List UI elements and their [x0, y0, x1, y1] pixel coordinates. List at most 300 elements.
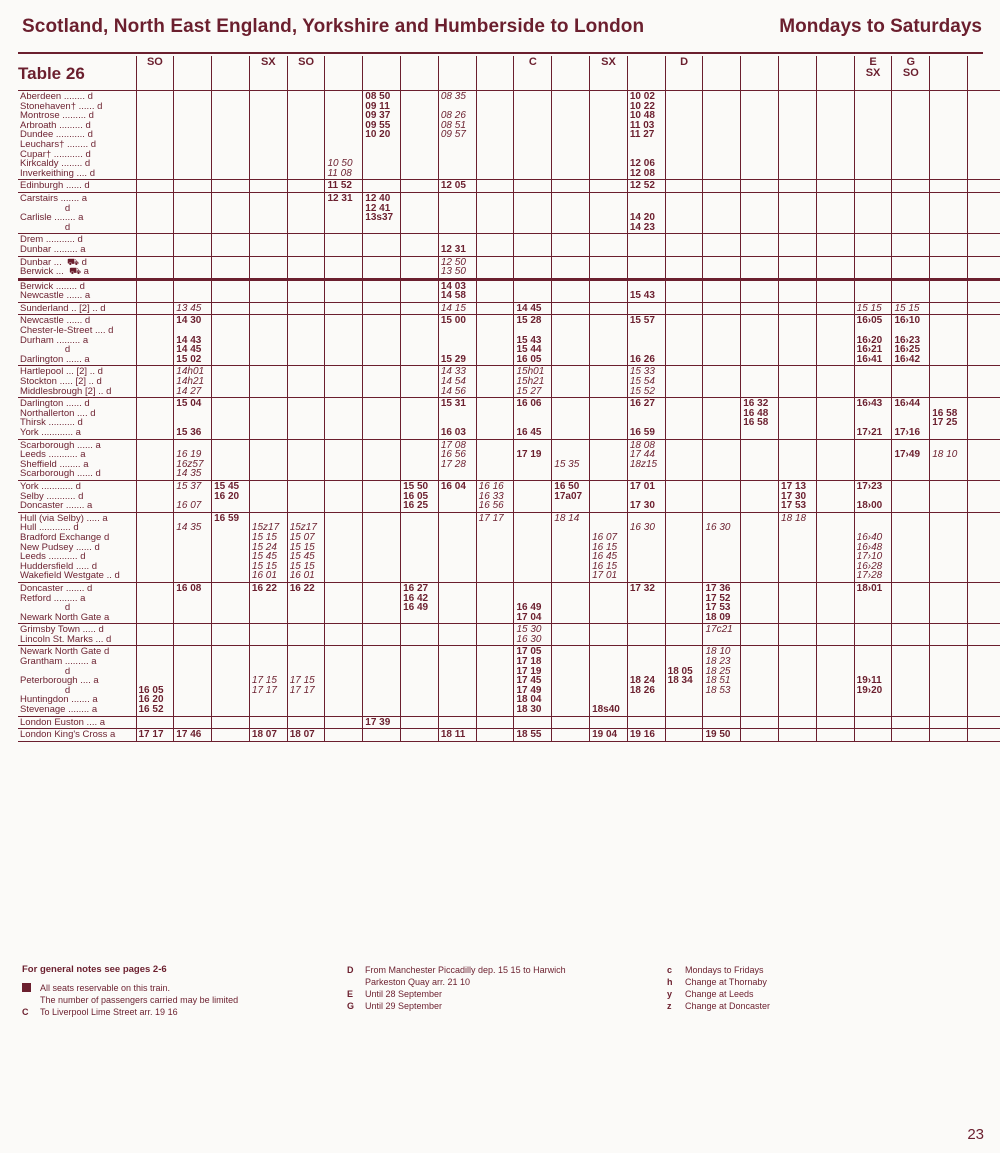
time-cell [968, 646, 1000, 716]
time-cell: 17 17 [476, 512, 514, 582]
time-cell [325, 646, 363, 716]
time-cell [514, 279, 552, 302]
time-cell: 17 17 [136, 729, 174, 742]
time-cell [854, 624, 892, 646]
time-cell: 18 07 [249, 729, 287, 742]
time-cell [552, 729, 590, 742]
time-cell [212, 716, 250, 729]
time-cell [325, 480, 363, 512]
station-list: Scarborough ...... a Leeds ........... a Sheffield ........ a Scarborough ...... d [18, 439, 136, 480]
station-list: Berwick ........ d Newcastle ...... a [18, 279, 136, 302]
time-cell: 15z17 15 15 15 24 15 45 15 15 16 01 [249, 512, 287, 582]
time-cell [476, 180, 514, 193]
note-D-cont: Parkeston Quay arr. 21 10 [365, 977, 471, 987]
note-seat-reservable: All seats reservable on this train. [22, 982, 322, 994]
station-list: Newcastle ...... d Chester-le-Street .... d Durham ......... a d Darlington ...... a [18, 315, 136, 366]
time-cell [892, 646, 930, 716]
time-cell: 18›01 [854, 582, 892, 623]
time-cell [930, 729, 968, 742]
time-cell: 17 15 17 17 [249, 646, 287, 716]
time-cell [552, 624, 590, 646]
time-cell [590, 192, 628, 233]
column-header [212, 56, 250, 91]
time-cell [136, 624, 174, 646]
time-cell [968, 729, 1000, 742]
station-list: London King's Cross a [18, 729, 136, 742]
time-cell [174, 234, 212, 256]
time-cell [968, 439, 1000, 480]
time-cell [514, 234, 552, 256]
time-cell [287, 180, 325, 193]
time-cell [816, 279, 854, 302]
time-cell [779, 439, 817, 480]
time-cell: 15 00 15 29 [438, 315, 476, 366]
time-cell [249, 315, 287, 366]
time-cell [665, 234, 703, 256]
timetable-block [18, 624, 1000, 646]
time-cell [401, 729, 439, 742]
time-cell: 15 15 [854, 302, 892, 315]
time-cell [779, 366, 817, 398]
column-header: E SX [854, 56, 892, 91]
time-cell [590, 234, 628, 256]
time-cell [514, 480, 552, 512]
time-cell: 14 15 [438, 302, 476, 315]
station-list: Edinburgh ...... d [18, 180, 136, 193]
time-cell: 17 36 17 52 17 53 18 09 [703, 582, 741, 623]
time-cell [779, 398, 817, 439]
time-cell [590, 439, 628, 480]
time-cell [703, 716, 741, 729]
time-cell [476, 729, 514, 742]
time-cell [590, 624, 628, 646]
time-cell [136, 439, 174, 480]
time-cell [136, 256, 174, 279]
time-cell [476, 91, 514, 180]
time-cell [590, 716, 628, 729]
time-cell [363, 256, 401, 279]
time-cell: 16›05 16›20 16›21 16›41 [854, 315, 892, 366]
time-cell [892, 624, 930, 646]
time-cell [854, 439, 892, 480]
time-cell: 14 03 14 58 [438, 279, 476, 302]
time-cell [514, 91, 552, 180]
time-cell [665, 279, 703, 302]
time-cell [968, 624, 1000, 646]
time-cell [741, 624, 779, 646]
timetable-block [18, 582, 1000, 623]
time-cell [741, 582, 779, 623]
time-cell [363, 234, 401, 256]
time-cell [741, 512, 779, 582]
column-header: SO [287, 56, 325, 91]
time-cell [703, 180, 741, 193]
time-cell [930, 480, 968, 512]
time-cell: 16›10 16›23 16›25 16›42 [892, 315, 930, 366]
column-header [930, 56, 968, 91]
timetable-block [18, 366, 1000, 398]
time-cell [590, 480, 628, 512]
note-E: E Until 28 September [347, 989, 443, 999]
time-cell [401, 439, 439, 480]
time-cell [212, 279, 250, 302]
time-cell: 15 31 16 03 [438, 398, 476, 439]
column-header [741, 56, 779, 91]
time-cell [249, 716, 287, 729]
time-cell: 17 15 17 17 [287, 646, 325, 716]
column-header [552, 56, 590, 91]
column-header [401, 56, 439, 91]
page-number: 23 [967, 1126, 984, 1143]
time-cell [401, 512, 439, 582]
time-cell [401, 91, 439, 180]
column-header [816, 56, 854, 91]
column-header: G SO [892, 56, 930, 91]
time-cell [249, 624, 287, 646]
time-cell [854, 234, 892, 256]
time-cell [401, 315, 439, 366]
time-cell [363, 398, 401, 439]
time-cell [968, 279, 1000, 302]
time-cell [816, 366, 854, 398]
time-cell [665, 366, 703, 398]
time-cell: 16 27 16 59 [627, 398, 665, 439]
time-cell [779, 256, 817, 279]
station-list: London Euston .... a [18, 716, 136, 729]
time-cell [363, 512, 401, 582]
time-cell [627, 256, 665, 279]
time-cell: 16 27 16 42 16 49 [401, 582, 439, 623]
column-header [627, 56, 665, 91]
time-cell [514, 512, 552, 582]
time-cell [552, 256, 590, 279]
time-cell [174, 716, 212, 729]
time-cell [363, 180, 401, 193]
time-cell [476, 302, 514, 315]
time-cell: 18 11 [438, 729, 476, 742]
time-cell: 17 08 16 56 17 28 [438, 439, 476, 480]
time-cell: 18 14 [552, 512, 590, 582]
time-cell [212, 439, 250, 480]
time-cell [552, 302, 590, 315]
time-cell [401, 192, 439, 233]
time-cell [816, 398, 854, 439]
timetable [18, 56, 1000, 742]
time-cell: 16 32 16 48 16 58 [741, 398, 779, 439]
time-cell [665, 398, 703, 439]
time-cell [363, 302, 401, 315]
time-cell: 16 07 16 15 16 45 16 15 17 01 [590, 512, 628, 582]
time-cell [174, 624, 212, 646]
time-cell [665, 729, 703, 742]
time-cell: 17 05 17 18 17 19 17 45 17 49 18 04 18 30 [514, 646, 552, 716]
time-cell [212, 234, 250, 256]
time-cell [438, 716, 476, 729]
time-cell [212, 302, 250, 315]
time-cell [287, 716, 325, 729]
time-cell [174, 192, 212, 233]
time-cell [249, 279, 287, 302]
time-cell: 17 01 17 30 [627, 480, 665, 512]
notes-column-1 [22, 964, 322, 1018]
column-header: SX [590, 56, 628, 91]
time-cell [287, 624, 325, 646]
time-cell [590, 91, 628, 180]
time-cell [816, 256, 854, 279]
time-cell [665, 192, 703, 233]
time-cell [703, 302, 741, 315]
time-cell [552, 646, 590, 716]
time-cell: 11 52 [325, 180, 363, 193]
time-cell [287, 192, 325, 233]
time-cell [552, 91, 590, 180]
time-cell [136, 302, 174, 315]
column-header: SX [249, 56, 287, 91]
timetable-block [18, 398, 1000, 439]
time-cell [249, 180, 287, 193]
time-cell [590, 302, 628, 315]
time-cell [287, 315, 325, 366]
time-cell [212, 366, 250, 398]
time-cell [741, 234, 779, 256]
time-cell [741, 315, 779, 366]
time-cell: 18 05 18 34 [665, 646, 703, 716]
time-cell [552, 398, 590, 439]
time-cell [325, 256, 363, 279]
time-cell: 13 45 [174, 302, 212, 315]
time-cell [968, 582, 1000, 623]
time-cell [136, 480, 174, 512]
time-cell [401, 279, 439, 302]
time-cell: 19 16 [627, 729, 665, 742]
page-header [22, 16, 982, 44]
time-cell [741, 279, 779, 302]
time-cell [703, 256, 741, 279]
time-cell: 16 19 16z57 14 35 [174, 439, 212, 480]
timetable-block [18, 180, 1000, 193]
time-cell [816, 234, 854, 256]
time-cell [741, 646, 779, 716]
time-cell [968, 716, 1000, 729]
time-cell [174, 91, 212, 180]
time-cell [212, 256, 250, 279]
station-list: Carstairs ....... a d Carlisle ........ a d [18, 192, 136, 233]
time-cell [363, 582, 401, 623]
time-cell [401, 234, 439, 256]
days-of-operation: Mondays to Saturdays [779, 16, 982, 37]
column-header: D [665, 56, 703, 91]
time-cell: 18 10 [930, 439, 968, 480]
time-cell: 15 45 16 20 [212, 480, 250, 512]
time-cell: 15 43 [627, 279, 665, 302]
time-cell [476, 279, 514, 302]
time-cell [476, 716, 514, 729]
time-cell [401, 398, 439, 439]
time-cell [816, 91, 854, 180]
time-cell [627, 716, 665, 729]
time-cell [779, 302, 817, 315]
time-cell [136, 315, 174, 366]
station-list: Sunderland .. [2] .. d [18, 302, 136, 315]
time-cell [287, 234, 325, 256]
time-cell: 15 57 16 26 [627, 315, 665, 366]
time-cell: 15 35 [552, 439, 590, 480]
timetable-block [18, 234, 1000, 256]
time-cell: 14 30 14 43 14 45 15 02 [174, 315, 212, 366]
time-cell [325, 729, 363, 742]
station-list: Drem ........... d Dunbar ......... a [18, 234, 136, 256]
time-cell [249, 234, 287, 256]
time-cell [779, 234, 817, 256]
time-cell [136, 366, 174, 398]
time-cell [930, 646, 968, 716]
time-cell [627, 624, 665, 646]
time-cell [325, 234, 363, 256]
page-title: Scotland, North East England, Yorkshire and Humberside to London [22, 16, 645, 37]
time-cell [627, 234, 665, 256]
time-cell [249, 480, 287, 512]
time-cell: 15h01 15h21 15 27 [514, 366, 552, 398]
time-cell: 16 30 [703, 512, 741, 582]
timetable-block [18, 302, 1000, 315]
time-cell [968, 398, 1000, 439]
column-header [174, 56, 212, 91]
time-cell [854, 192, 892, 233]
station-list: Grimsby Town ..... d Lincoln St. Marks ... d [18, 624, 136, 646]
notes-column-2 [347, 964, 657, 1012]
time-cell [476, 582, 514, 623]
column-header [779, 56, 817, 91]
time-cell [779, 729, 817, 742]
column-header [703, 56, 741, 91]
time-cell [816, 646, 854, 716]
time-cell [930, 234, 968, 256]
station-list: Dunbar ... ⛟ d Berwick ... ⛟ a [18, 256, 136, 279]
note-h: h Change at Thornaby [667, 977, 767, 987]
time-cell [779, 624, 817, 646]
time-cell [136, 398, 174, 439]
time-cell [212, 398, 250, 439]
time-cell [665, 480, 703, 512]
time-cell [892, 180, 930, 193]
time-cell [325, 398, 363, 439]
note-z: z Change at Doncaster [667, 1001, 771, 1011]
station-list: Darlington ...... d Northallerton .... d Thirsk .......... d York ............ a [18, 398, 136, 439]
time-cell [930, 302, 968, 315]
time-cell [212, 192, 250, 233]
time-cell: 16 05 16 20 16 52 [136, 646, 174, 716]
time-cell: 12 52 [627, 180, 665, 193]
time-cell: 12 31 [325, 192, 363, 233]
time-cell [930, 279, 968, 302]
time-cell [816, 624, 854, 646]
time-cell [287, 279, 325, 302]
time-cell: 18s40 [590, 646, 628, 716]
time-cell [779, 716, 817, 729]
time-cell [401, 302, 439, 315]
column-header [476, 56, 514, 91]
time-cell: 18 55 [514, 729, 552, 742]
time-cell [325, 439, 363, 480]
table-title: Table 26 [18, 56, 136, 91]
time-cell: 14 33 14 54 14 56 [438, 366, 476, 398]
time-cell [703, 192, 741, 233]
time-cell [476, 646, 514, 716]
note-C: C To Liverpool Lime Street arr. 19 16 [22, 1007, 178, 1017]
time-cell [552, 180, 590, 193]
time-cell [552, 366, 590, 398]
time-cell: 16 16 16 33 16 56 [476, 480, 514, 512]
time-cell: 17 13 17 30 17 53 [779, 480, 817, 512]
time-cell: 18 07 [287, 729, 325, 742]
time-cell [212, 624, 250, 646]
time-cell [401, 256, 439, 279]
time-cell [401, 366, 439, 398]
time-cell [363, 480, 401, 512]
time-cell [703, 480, 741, 512]
time-cell [325, 279, 363, 302]
time-cell: 14 20 14 23 [627, 192, 665, 233]
time-cell [816, 439, 854, 480]
time-cell [552, 716, 590, 729]
time-cell [212, 180, 250, 193]
time-cell [854, 729, 892, 742]
time-cell [703, 279, 741, 302]
time-cell [363, 624, 401, 646]
time-cell: 12 05 [438, 180, 476, 193]
time-cell [741, 192, 779, 233]
station-list: Hull (via Selby) ..... a Hull ............ d Bradford Exchange d New Pudsey ...... d Leeds ........... d Huddersfield ..... d Wakefield Westgate .. d [18, 512, 136, 582]
time-cell: 19 50 [703, 729, 741, 742]
time-cell [174, 279, 212, 302]
time-cell [968, 512, 1000, 582]
time-cell [665, 439, 703, 480]
note-c: c Mondays to Fridays [667, 965, 764, 975]
time-cell [212, 91, 250, 180]
time-cell [552, 234, 590, 256]
column-header [438, 56, 476, 91]
time-cell: 16›43 17›21 [854, 398, 892, 439]
time-cell: 16 08 [174, 582, 212, 623]
time-cell: 15 33 15 54 15 52 [627, 366, 665, 398]
time-cell [968, 256, 1000, 279]
time-cell [665, 302, 703, 315]
time-cell [212, 729, 250, 742]
time-cell: 12 31 [438, 234, 476, 256]
timetable-block [18, 646, 1000, 716]
time-cell [590, 279, 628, 302]
time-cell: 16 58 17 25 [930, 398, 968, 439]
time-cell [741, 366, 779, 398]
timetable-block [18, 729, 1000, 742]
time-cell: 15z17 15 07 15 15 15 45 15 15 16 01 [287, 512, 325, 582]
column-header [363, 56, 401, 91]
station-list: Newark North Gate d Grantham ......... a d Peterborough .... a d Huntingdon ....... a Stevenage ........ a [18, 646, 136, 716]
time-cell [136, 192, 174, 233]
time-cell: 08 50 09 11 09 37 09 55 10 20 [363, 91, 401, 180]
time-cell [816, 315, 854, 366]
time-cell [212, 582, 250, 623]
time-cell: 17›23 18›00 [854, 480, 892, 512]
time-cell: 15 50 16 05 16 25 [401, 480, 439, 512]
time-cell [476, 192, 514, 233]
time-cell [363, 366, 401, 398]
timetable-block [18, 279, 1000, 302]
time-cell [287, 91, 325, 180]
time-cell [930, 582, 968, 623]
time-cell [854, 366, 892, 398]
time-cell [401, 646, 439, 716]
